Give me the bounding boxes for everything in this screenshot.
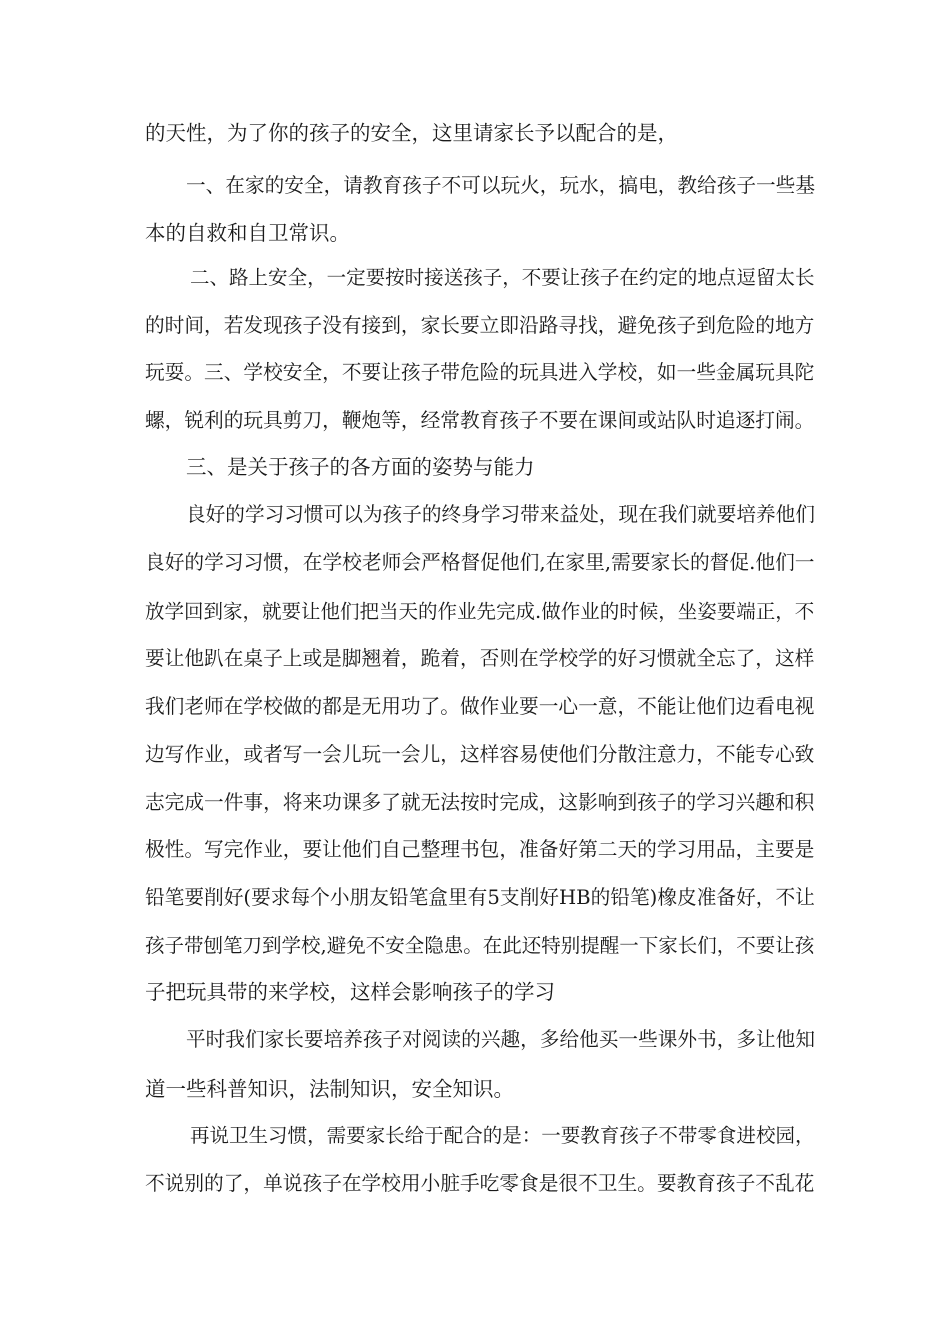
section-heading: 三、是关于孩子的各方面的姿势与能力 <box>186 455 535 479</box>
text-line: 孩子带刨笔刀到学校,避免不安全隐患。在此还特别提醒一下家长们，不要让孩 <box>145 934 815 957</box>
text-line: 二、路上安全，一定要按时接送孩子，不要让孩子在约定的地点逗留太长 <box>190 266 815 289</box>
text-line: 本的自救和自卫常识。 <box>145 221 350 245</box>
text-line: 边写作业，或者写一会儿玩一会儿，这样容易使他们分散注意力，不能专心致 <box>145 743 815 766</box>
text-line: 一、在家的安全，请教育孩子不可以玩火，玩水，搞电，教给孩子一些基 <box>186 174 815 197</box>
text-line: 要让他趴在桌子上或是脚翘着，跪着，否则在学校学的好习惯就全忘了，这样 <box>145 647 815 670</box>
text-line: 的时间，若发现孩子没有接到，家长要立即沿路寻找，避免孩子到危险的地方 <box>145 314 815 337</box>
text-line: 再说卫生习惯，需要家长给于配合的是：一要教育孩子不带零食进校园， <box>190 1124 815 1147</box>
text-line: 不说别的了，单说孩子在学校用小脏手吃零食是很不卫生。要教育孩子不乱花 <box>145 1172 815 1195</box>
text-line: 玩耍。三、学校安全，不要让孩子带危险的玩具进入学校，如一些金属玩具陀 <box>145 361 815 384</box>
text-line: 极性。写完作业，要让他们自己整理书包，准备好第二天的学习用品，主要是 <box>145 838 815 861</box>
text-line: 道一些科普知识，法制知识，安全知识。 <box>145 1077 514 1101</box>
text-line: 我们老师在学校做的都是无用功了。做作业要一心一意，不能让他们边看电视 <box>145 695 815 718</box>
text-line: 的天性，为了你的孩子的安全，这里请家长予以配合的是， <box>145 121 678 145</box>
text-line: 放学回到家，就要让他们把当天的作业先完成.做作业的时候，坐姿要端正，不 <box>145 600 815 623</box>
text-line: 铅笔要削好(要求每个小朋友铅笔盒里有5支削好HB的铅笔)橡皮准备好，不让 <box>145 886 815 909</box>
text-line: 螺，锐利的玩具剪刀，鞭炮等，经常教育孩子不要在课间或站队时追逐打闹。 <box>145 409 815 432</box>
text-line: 子把玩具带的来学校，这样会影响孩子的学习 <box>145 980 555 1004</box>
text-line: 志完成一件事，将来功课多了就无法按时完成，这影响到孩子的学习兴趣和积 <box>145 791 815 814</box>
text-line: 良好的学习习惯，在学校老师会严格督促他们,在家里,需要家长的督促.他们一 <box>145 551 815 574</box>
text-line: 良好的学习习惯可以为孩子的终身学习带来益处，现在我们就要培养他们 <box>186 503 815 526</box>
text-line: 平时我们家长要培养孩子对阅读的兴趣，多给他买一些课外书，多让他知 <box>186 1028 815 1051</box>
